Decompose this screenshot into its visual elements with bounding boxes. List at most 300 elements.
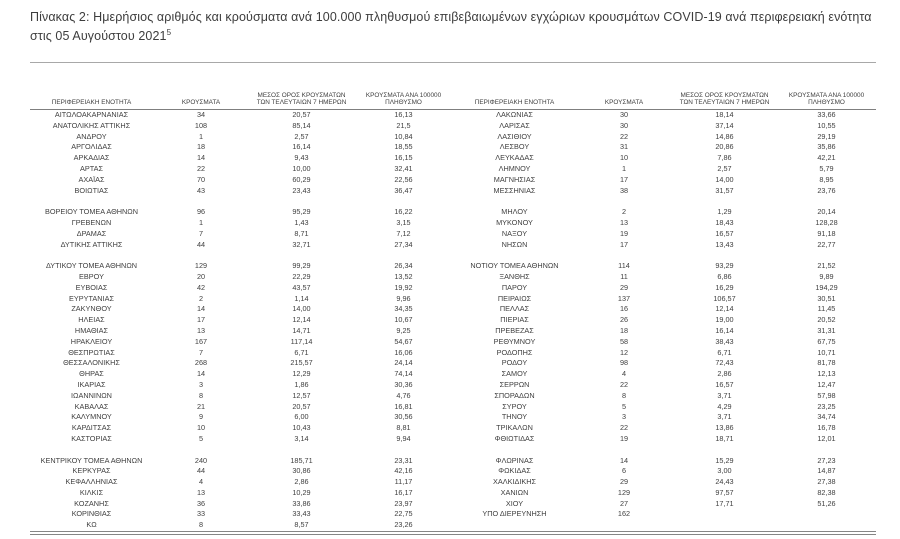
avg-7day-cell: 6,00	[294, 412, 309, 422]
per-100k-cell: 42,21	[817, 153, 836, 163]
per-100k-cell: 81,78	[817, 358, 836, 368]
table-row	[30, 423, 876, 434]
cases-cell	[153, 445, 249, 456]
cases-cell: 13	[619, 217, 629, 227]
header-region-left: ΠΕΡΙΦΕΡΕΙΑΚΗ ΕΝΟΤΗΤΑ	[30, 63, 153, 110]
per-100k-cell: 34,74	[817, 412, 836, 422]
region-name-cell: ΑΝΔΡΟΥ	[76, 131, 107, 141]
region-name-cell: ΧΑΝΙΩΝ	[500, 487, 529, 497]
region-name-cell: ΦΛΩΡΙΝΑΣ	[495, 455, 534, 465]
region-name-cell: ΠΑΡΟΥ	[501, 282, 528, 292]
per-100k-cell: 18,55	[394, 142, 413, 152]
cases-cell: 129	[617, 487, 631, 497]
region-name-cell: ΔΥΤΙΚΗΣ ΑΤΤΙΚΗΣ	[60, 239, 123, 249]
cases-cell: 29	[619, 477, 629, 487]
cases-cell: 8	[198, 390, 204, 400]
per-100k-cell: 21,52	[817, 261, 836, 271]
avg-7day-cell: 3,71	[717, 412, 732, 422]
region-name-cell: ΝΟΤΙΟΥ ΤΟΜΕΑ ΑΘΗΝΩΝ	[470, 261, 559, 271]
title-footnote-marker: 5	[166, 27, 172, 37]
avg-7day-cell: 18,71	[715, 433, 734, 443]
avg-7day-cell: 2,57	[717, 163, 732, 173]
avg-7day-cell: 13,86	[715, 423, 734, 433]
per-100k-cell: 9,89	[819, 271, 834, 281]
avg-7day-cell: 14,00	[292, 304, 311, 314]
per-100k-cell: 9,94	[396, 433, 411, 443]
cases-cell: 96	[196, 207, 206, 217]
region-name-cell: ΖΑΚΥΝΘΟΥ	[71, 304, 112, 314]
per-100k-cell: 16,81	[394, 401, 413, 411]
avg-7day-cell: 33,86	[292, 498, 311, 508]
cases-cell: 44	[196, 466, 206, 476]
table-row	[30, 477, 876, 488]
cases-cell: 10	[619, 153, 629, 163]
cases-cell: 26	[619, 315, 629, 325]
cases-cell: 36	[196, 498, 206, 508]
table-row	[30, 240, 876, 251]
cases-cell: 18	[196, 142, 206, 152]
per-100k-cell: 91,18	[817, 228, 836, 238]
region-name-cell: ΚΕΝΤΡΙΚΟΥ ΤΟΜΕΑ ΑΘΗΝΩΝ	[40, 455, 143, 465]
avg-7day-cell: 7,86	[717, 153, 732, 163]
per-100k-cell: 42,16	[394, 466, 413, 476]
per-100k-cell: 16,06	[394, 347, 413, 357]
per-100k-cell: 30,51	[817, 293, 836, 303]
avg-7day-cell	[672, 520, 777, 533]
region-name-cell: ΥΠΟ ΔΙΕΡΕΥΝΗΣΗ	[482, 509, 547, 519]
avg-7day-cell: 20,57	[292, 110, 311, 119]
per-100k-cell: 23,31	[394, 455, 413, 465]
avg-7day-cell: 14,86	[715, 131, 734, 141]
avg-7day-cell: 185,71	[290, 455, 313, 465]
region-name-cell: ΦΩΚΙΔΑΣ	[498, 466, 531, 476]
avg-7day-cell: 38,43	[715, 336, 734, 346]
cases-cell: 268	[194, 358, 208, 368]
per-100k-cell: 16,17	[394, 487, 413, 497]
avg-7day-cell: 16,14	[292, 142, 311, 152]
region-name-cell	[30, 250, 153, 261]
region-name-cell: ΡΕΘΥΜΝΟΥ	[493, 336, 536, 346]
avg-7day-cell: 10,43	[292, 423, 311, 433]
region-name-cell: ΡΟΔΟΥ	[501, 358, 528, 368]
cases-cell: 20	[196, 271, 206, 281]
header-region-right: ΠΕΡΙΦΕΡΕΙΑΚΗ ΕΝΟΤΗΤΑ	[453, 63, 576, 110]
per-100k-cell: 29,19	[817, 131, 836, 141]
region-name-cell: ΝΑΞΟΥ	[501, 228, 528, 238]
avg-7day-cell: 16,29	[715, 282, 734, 292]
cases-cell	[153, 250, 249, 261]
cases-cell: 9	[198, 412, 204, 422]
table-row	[30, 207, 876, 218]
table-body	[30, 110, 876, 534]
table-row	[30, 380, 876, 391]
per-100k-cell: 7,12	[396, 228, 411, 238]
per-100k-cell: 16,15	[394, 153, 413, 163]
region-name-cell: ΗΡΑΚΛΕΙΟΥ	[70, 336, 113, 346]
table-row	[30, 261, 876, 272]
cases-cell: 14	[196, 153, 206, 163]
region-name-cell: ΑΡΓΟΛΙΔΑΣ	[71, 142, 112, 152]
per-100k-cell	[777, 445, 876, 456]
avg-7day-cell: 2,86	[294, 477, 309, 487]
region-name-cell: ΑΝΑΤΟΛΙΚΗΣ ΑΤΤΙΚΗΣ	[52, 120, 131, 130]
cases-cell: 162	[617, 509, 631, 519]
region-name-cell: ΚΟΡΙΝΘΙΑΣ	[71, 509, 112, 519]
per-100k-cell	[354, 196, 453, 207]
avg-7day-cell: 16,57	[715, 228, 734, 238]
region-name-cell: ΕΒΡΟΥ	[79, 271, 104, 281]
cases-cell: 3	[621, 412, 627, 422]
table-row	[30, 509, 876, 520]
cases-cell: 31	[619, 142, 629, 152]
per-100k-cell: 12,01	[817, 433, 836, 443]
per-100k-cell: 4,76	[396, 390, 411, 400]
avg-7day-cell: 106,57	[713, 293, 736, 303]
avg-7day-cell: 18,14	[715, 110, 734, 119]
cases-cell: 14	[196, 369, 206, 379]
region-name-cell	[30, 445, 153, 456]
avg-7day-cell: 72,43	[715, 358, 734, 368]
region-name-cell: ΣΑΜΟΥ	[501, 369, 528, 379]
per-100k-cell: 54,67	[394, 336, 413, 346]
cases-cell: 22	[619, 131, 629, 141]
cases-cell: 42	[196, 282, 206, 292]
region-name-cell	[453, 250, 576, 261]
region-name-cell: ΧΑΛΚΙΔΙΚΗΣ	[492, 477, 537, 487]
avg-7day-cell: 10,00	[292, 163, 311, 173]
region-name-cell: ΜΕΣΣΗΝΙΑΣ	[493, 185, 536, 195]
avg-7day-cell: 6,71	[294, 347, 309, 357]
avg-7day-cell: 22,29	[292, 271, 311, 281]
avg-7day-cell: 3,71	[717, 390, 732, 400]
avg-7day-cell: 13,43	[715, 239, 734, 249]
cases-cell: 19	[619, 433, 629, 443]
region-name-cell: ΛΕΣΒΟΥ	[499, 142, 530, 152]
per-100k-cell: 24,14	[394, 358, 413, 368]
table-row	[30, 337, 876, 348]
per-100k-cell: 27,38	[817, 477, 836, 487]
cases-cell: 30	[619, 120, 629, 130]
table-row	[30, 520, 876, 533]
avg-7day-cell: 3,00	[717, 466, 732, 476]
avg-7day-cell: 2,57	[294, 131, 309, 141]
cases-cell: 2	[621, 207, 627, 217]
avg-7day-cell: 95,29	[292, 207, 311, 217]
avg-7day-cell: 24,43	[715, 477, 734, 487]
cases-cell: 13	[196, 487, 206, 497]
per-100k-cell: 23,26	[394, 520, 413, 530]
table-row	[30, 488, 876, 499]
table-row	[30, 272, 876, 283]
per-100k-cell: 30,56	[394, 412, 413, 422]
spacer-row	[30, 196, 876, 207]
region-name-cell: ΚΟΖΑΝΗΣ	[74, 498, 109, 508]
table-row	[30, 229, 876, 240]
cases-cell: 34	[196, 110, 206, 119]
cases-cell: 7	[198, 347, 204, 357]
region-name-cell: ΧΙΟΥ	[505, 498, 524, 508]
table-row	[30, 121, 876, 132]
region-name-cell: ΦΘΙΩΤΙΔΑΣ	[494, 433, 535, 443]
per-100k-cell: 23,25	[817, 401, 836, 411]
cases-cell: 1	[621, 163, 627, 173]
avg-7day-cell: 1,43	[294, 217, 309, 227]
table-row	[30, 402, 876, 413]
cases-cell	[576, 250, 672, 261]
cases-cell: 58	[619, 336, 629, 346]
per-100k-cell: 23,76	[817, 185, 836, 195]
avg-7day-cell: 12,29	[292, 369, 311, 379]
per-100k-cell: 21,5	[396, 120, 411, 130]
cases-cell: 22	[619, 379, 629, 389]
cases-cell: 30	[619, 110, 629, 119]
page-title-text: Πίνακας 2: Ημερήσιος αριθμός και κρούσματα ανά 100.000 πληθυσμού επιβεβαιωμένων εγχώριων κρουσμάτων COVID-19 ανά περιφερειακή ενότητα στις 05 Αυγούστου 2021	[30, 10, 872, 43]
table-row	[30, 326, 876, 337]
spacer-row	[30, 445, 876, 456]
per-100k-cell: 33,66	[817, 110, 836, 119]
cases-cell: 8	[621, 390, 627, 400]
region-name-cell: ΜΥΚΟΝΟΥ	[496, 217, 533, 227]
per-100k-cell	[777, 250, 876, 261]
table-row	[30, 412, 876, 423]
region-name-cell: ΛΑΣΙΘΙΟΥ	[497, 131, 532, 141]
per-100k-cell: 13,52	[394, 271, 413, 281]
per-100k-cell: 20,52	[817, 315, 836, 325]
region-name-cell: ΜΗΛΟΥ	[501, 207, 528, 217]
avg-7day-cell: 37,14	[715, 120, 734, 130]
per-100k-cell: 10,84	[394, 131, 413, 141]
cases-cell: 27	[619, 498, 629, 508]
avg-7day-cell	[672, 509, 777, 520]
per-100k-cell: 19,92	[394, 282, 413, 292]
avg-7day-cell: 4,29	[717, 401, 732, 411]
cases-cell: 38	[619, 185, 629, 195]
region-name-cell: ΑΡΤΑΣ	[79, 163, 104, 173]
cases-cell: 2	[198, 293, 204, 303]
region-name-cell: ΜΑΓΝΗΣΙΑΣ	[493, 174, 536, 184]
avg-7day-cell: 12,14	[715, 304, 734, 314]
region-name-cell: ΚΑΣΤΟΡΙΑΣ	[71, 433, 112, 443]
avg-7day-cell: 3,14	[294, 433, 309, 443]
per-100k-cell: 27,34	[394, 239, 413, 249]
avg-7day-cell: 23,43	[292, 185, 311, 195]
cases-cell: 8	[198, 520, 204, 530]
region-name-cell: ΚΑΒΑΛΑΣ	[74, 401, 109, 411]
per-100k-cell: 11,45	[817, 304, 836, 314]
per-100k-cell	[354, 250, 453, 261]
per-100k-cell: 10,67	[394, 315, 413, 325]
header-per100k-left: ΚΡΟΥΣΜΑΤΑ ΑΝΑ 100000 ΠΛΗΘΥΣΜΟ	[354, 63, 453, 110]
cases-cell: 5	[621, 401, 627, 411]
avg-7day-cell: 20,57	[292, 401, 311, 411]
avg-7day-cell: 1,86	[294, 379, 309, 389]
region-name-cell: ΒΟΡΕΙΟΥ ΤΟΜΕΑ ΑΘΗΝΩΝ	[44, 207, 139, 217]
avg-7day-cell: 93,29	[715, 261, 734, 271]
avg-7day-cell: 12,14	[292, 315, 311, 325]
region-name-cell: ΤΗΝΟΥ	[501, 412, 528, 422]
per-100k-cell: 32,41	[394, 163, 413, 173]
page-title	[30, 8, 878, 46]
per-100k-cell: 23,97	[394, 498, 413, 508]
per-100k-cell: 67,75	[817, 336, 836, 346]
avg-7day-cell	[672, 250, 777, 261]
table-row	[30, 499, 876, 510]
per-100k-cell: 14,87	[817, 466, 836, 476]
avg-7day-cell	[672, 445, 777, 456]
cases-cell: 14	[196, 304, 206, 314]
cases-cell: 16	[619, 304, 629, 314]
cases-cell: 4	[198, 477, 204, 487]
cases-cell: 114	[618, 261, 630, 271]
cases-cell: 33	[196, 509, 206, 519]
per-100k-cell: 10,55	[817, 120, 836, 130]
avg-7day-cell: 33,43	[292, 509, 311, 519]
avg-7day-cell: 31,57	[715, 185, 734, 195]
region-name-cell: ΛΕΥΚΑΔΑΣ	[495, 153, 534, 163]
region-name-cell: ΞΑΝΘΗΣ	[499, 271, 530, 281]
region-name-cell: ΚΑΛΥΜΝΟΥ	[71, 412, 112, 422]
table-row	[30, 175, 876, 186]
region-name-cell: ΚΑΡΔΙΤΣΑΣ	[71, 423, 112, 433]
region-name-cell: ΑΧΑΪΑΣ	[78, 174, 105, 184]
region-name-cell: ΙΚΑΡΙΑΣ	[77, 379, 106, 389]
region-name-cell: ΔΡΑΜΑΣ	[76, 228, 107, 238]
table-row	[30, 132, 876, 143]
per-100k-cell: 9,25	[396, 325, 411, 335]
table-header-row	[30, 63, 876, 110]
cases-cell: 22	[196, 163, 206, 173]
avg-7day-cell: 99,29	[292, 261, 311, 271]
avg-7day-cell	[249, 445, 354, 456]
table-row	[30, 186, 876, 197]
table-row	[30, 369, 876, 380]
region-name-cell: ΝΗΣΩΝ	[501, 239, 528, 249]
cases-cell: 14	[619, 455, 629, 465]
avg-7day-cell: 30,86	[292, 466, 311, 476]
cases-cell: 10	[196, 423, 206, 433]
cases-cell	[576, 520, 672, 533]
avg-7day-cell: 18,43	[715, 217, 734, 227]
avg-7day-cell: 6,86	[717, 271, 732, 281]
cases-cell: 7	[198, 228, 204, 238]
table-row	[30, 315, 876, 326]
per-100k-cell: 51,26	[817, 498, 836, 508]
table-row	[30, 283, 876, 294]
cases-cell: 6	[621, 466, 627, 476]
avg-7day-cell: 2,86	[717, 369, 732, 379]
avg-7day-cell: 17,71	[715, 498, 734, 508]
avg-7day-cell: 8,71	[294, 228, 309, 238]
spacer-row	[30, 250, 876, 261]
region-name-cell	[453, 196, 576, 207]
per-100k-cell: 22,77	[817, 239, 836, 249]
per-100k-cell: 12,13	[817, 369, 836, 379]
per-100k-cell: 31,31	[817, 325, 836, 335]
per-100k-cell: 26,34	[394, 261, 413, 271]
table-row	[30, 466, 876, 477]
region-name-cell	[30, 196, 153, 207]
cases-cell: 18	[619, 325, 629, 335]
region-name-cell: ΓΡΕΒΕΝΩΝ	[71, 217, 112, 227]
avg-7day-cell: 14,71	[292, 325, 311, 335]
per-100k-cell: 36,47	[394, 185, 413, 195]
avg-7day-cell: 8,57	[294, 520, 309, 530]
region-name-cell	[453, 520, 576, 533]
covid-regional-table	[30, 62, 876, 535]
region-name-cell: ΠΙΕΡΙΑΣ	[500, 315, 529, 325]
region-name-cell: ΑΙΤΩΛΟΑΚΑΡΝΑΝΙΑΣ	[54, 110, 129, 119]
per-100k-cell: 27,23	[817, 455, 836, 465]
avg-7day-cell: 16,14	[715, 325, 734, 335]
region-name-cell: ΗΛΕΙΑΣ	[78, 315, 105, 325]
per-100k-cell: 22,75	[394, 509, 413, 519]
region-name-cell: ΘΕΣΠΡΩΤΙΑΣ	[68, 347, 115, 357]
table-row	[30, 358, 876, 369]
avg-7day-cell: 32,71	[292, 239, 311, 249]
table-row	[30, 304, 876, 315]
cases-cell: 17	[196, 315, 206, 325]
table-row	[30, 434, 876, 445]
region-name-cell: ΠΕΛΛΑΣ	[499, 304, 530, 314]
cases-cell: 70	[196, 174, 206, 184]
per-100k-cell: 3,15	[396, 217, 411, 227]
per-100k-cell: 22,56	[394, 174, 413, 184]
table-row	[30, 153, 876, 164]
region-name-cell: ΗΜΑΘΙΑΣ	[74, 325, 109, 335]
cases-cell: 5	[198, 433, 204, 443]
region-name-cell: ΔΥΤΙΚΟΥ ΤΟΜΕΑ ΑΘΗΝΩΝ	[45, 261, 138, 271]
region-name-cell: ΙΩΑΝΝΙΝΩΝ	[71, 390, 112, 400]
avg-7day-cell: 16,57	[715, 379, 734, 389]
avg-7day-cell: 43,57	[292, 282, 311, 292]
region-name-cell: ΚΩ	[86, 520, 97, 530]
cases-cell: 1	[198, 131, 204, 141]
header-cases-right: ΚΡΟΥΣΜΑΤΑ	[576, 63, 672, 110]
region-name-cell: ΠΡΕΒΕΖΑΣ	[495, 325, 534, 335]
avg-7day-cell	[249, 250, 354, 261]
region-name-cell: ΚΕΡΚΥΡΑΣ	[72, 466, 111, 476]
avg-7day-cell: 15,29	[715, 455, 734, 465]
cases-cell	[576, 445, 672, 456]
cases-cell: 11	[620, 271, 628, 281]
per-100k-cell: 20,14	[817, 207, 836, 217]
per-100k-cell: 57,98	[817, 390, 836, 400]
avg-7day-cell: 6,71	[717, 347, 732, 357]
table-row	[30, 110, 876, 121]
region-name-cell: ΘΕΣΣΑΛΟΝΙΚΗΣ	[63, 358, 120, 368]
region-name-cell: ΚΙΛΚΙΣ	[79, 487, 104, 497]
cases-cell: 44	[196, 239, 206, 249]
avg-7day-cell: 20,86	[715, 142, 734, 152]
region-name-cell: ΘΗΡΑΣ	[79, 369, 104, 379]
per-100k-cell	[777, 520, 876, 533]
region-name-cell: ΣΕΡΡΩΝ	[499, 379, 530, 389]
cases-cell: 22	[619, 423, 629, 433]
table-row	[30, 294, 876, 305]
avg-7day-cell	[672, 196, 777, 207]
header-avg7-right: ΜΕΣΟΣ ΟΡΟΣ ΚΡΟΥΣΜΑΤΩΝ ΤΩΝ ΤΕΛΕΥΤΑΙΩΝ 7 ΗΜΕΡΩΝ	[672, 63, 777, 110]
region-name-cell: ΤΡΙΚΑΛΩΝ	[496, 423, 533, 433]
header-avg7-left: ΜΕΣΟΣ ΟΡΟΣ ΚΡΟΥΣΜΑΤΩΝ ΤΩΝ ΤΕΛΕΥΤΑΙΩΝ 7 ΗΜΕΡΩΝ	[249, 63, 354, 110]
header-per100k-right: ΚΡΟΥΣΜΑΤΑ ΑΝΑ 100000 ΠΛΗΘΥΣΜΟ	[777, 63, 876, 110]
avg-7day-cell: 85,14	[292, 120, 311, 130]
per-100k-cell: 8,81	[396, 423, 411, 433]
cases-cell: 29	[619, 282, 629, 292]
cases-cell: 167	[194, 336, 208, 346]
region-name-cell: ΡΟΔΟΠΗΣ	[496, 347, 533, 357]
region-name-cell: ΑΡΚΑΔΙΑΣ	[73, 153, 110, 163]
table-row	[30, 164, 876, 175]
